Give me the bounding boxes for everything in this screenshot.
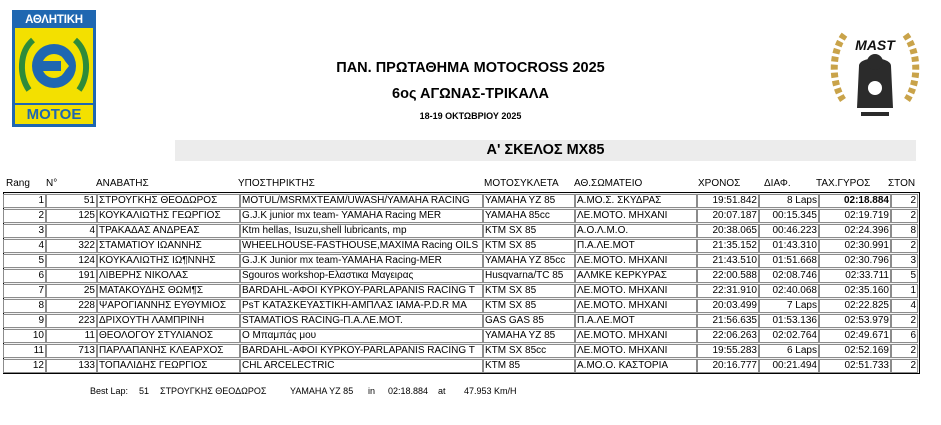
cell-sponsor: Ktm hellas, Isuzu,shell lubricants, mp: [242, 225, 407, 236]
cell-number: 133: [78, 360, 95, 371]
cell-time: 21:35.152: [712, 240, 757, 251]
cell-sponsor: Ο Μπαμπάς μου: [242, 330, 317, 341]
cell-lap: 2: [910, 360, 916, 371]
cell-rider: ΣΤΑΜΑΤΙΟΥ ΙΩΑΝΝΗΣ: [99, 240, 202, 251]
section-title: Α' ΣΚΕΛΟΣ MX85: [486, 142, 605, 158]
cell-bike: YAMAHA YZ 85cc: [485, 255, 566, 266]
cell-rider: ΜΑΤΑΚΟΥΔΗΣ ΘΩΜ¶Σ: [99, 285, 204, 296]
cell-club: ΑΛΜΚΕ ΚΕΡΚΥΡΑΣ: [577, 270, 667, 281]
cell-club: ΛΕ.ΜΟΤΟ. ΜΗΧΑΝΙ: [577, 330, 668, 341]
cell-lap: 2: [910, 240, 916, 251]
cell-number: 51: [83, 195, 95, 206]
cell-diff: 7 Laps: [786, 300, 817, 311]
cell-club: ΛΕ.ΜΟΤΟ. ΜΗΧΑΝΙ: [577, 255, 668, 266]
table-row: [3, 298, 918, 313]
cell-rider: ΘΕΟΛΟΓΟΥ ΣΤΥΛΙΑΝΟΣ: [99, 330, 214, 341]
page-title: ΠΑΝ. ΠΡΩΤΑΘΗΜΑ MOTOCROSS 2025: [336, 60, 605, 76]
cell-number: 322: [78, 240, 95, 251]
col-club: ΑΘ.ΣΩΜΑΤΕΙΟ: [574, 178, 643, 189]
cell-best-lap: 02:35.160: [844, 285, 889, 296]
cell-bike: KTM SX 85: [485, 300, 537, 311]
col-bike: ΜΟΤΟΣΥΚΛΕΤΑ: [484, 178, 559, 189]
best-lap-in: in: [368, 386, 376, 396]
cell-rider: ΛΙΒΕΡΗΣ ΝΙΚΟΛΑΣ: [99, 270, 189, 281]
cell-rider: ΤΡΑΚΑΔΑΣ ΑΝΔΡΕΑΣ: [99, 225, 200, 236]
best-lap-at: at: [438, 386, 446, 396]
cell-rider: ΣΤΡΟΥΓΚΗΣ ΘΕΟΔΩΡΟΣ: [99, 195, 218, 206]
table-header: [0, 178, 941, 192]
cell-best-lap: 02:51.733: [844, 360, 889, 371]
cell-rank: 7: [38, 285, 44, 296]
table-row: [3, 238, 918, 253]
cell-sponsor: CHL ARCELECTRIC: [242, 360, 335, 371]
table-row: [3, 253, 918, 268]
cell-diff: 02:08.746: [772, 270, 817, 281]
cell-best-lap: 02:22.825: [844, 300, 889, 311]
cell-rank: 10: [32, 330, 44, 341]
cell-rank: 12: [32, 360, 44, 371]
cell-rank: 8: [38, 300, 44, 311]
table-row: [3, 223, 918, 238]
cell-best-lap: 02:53.979: [844, 315, 889, 326]
cell-time: 20:07.187: [712, 210, 757, 221]
cell-bike: KTM SX 85: [485, 240, 537, 251]
cell-bike: KTM 85: [485, 360, 521, 371]
cell-best-lap: 02:30.991: [844, 240, 889, 251]
best-lap-time: 02:18.884: [388, 386, 429, 396]
cell-diff: 8 Laps: [786, 195, 817, 206]
mast-logo-text: MAST: [855, 37, 895, 53]
cell-diff: 01:43.310: [772, 240, 817, 251]
cell-diff: 02:40.068: [772, 285, 817, 296]
cell-club: ΛΕ.ΜΟΤΟ. ΜΗΧΑΝΙ: [577, 285, 668, 296]
cell-best-lap: 02:52.169: [844, 345, 889, 356]
cell-rank: 6: [38, 270, 44, 281]
table-row: [3, 193, 918, 208]
cell-best-lap: 02:24.396: [844, 225, 889, 236]
cell-rank: 5: [38, 255, 44, 266]
cell-best-lap: 02:49.671: [844, 330, 889, 341]
cell-number: 4: [89, 225, 95, 236]
cell-best-lap: 02:30.796: [844, 255, 889, 266]
cell-time: 20:38.065: [712, 225, 757, 236]
cell-sponsor: BARDAHL-ΑΦΟΙ ΚΥΡΚΟΥ-PARLAPANIS RACING T: [242, 345, 475, 356]
cell-club: ΛΕ.ΜΟΤΟ. ΜΗΧΑΝΙ: [577, 300, 668, 311]
cell-time: 22:00.588: [712, 270, 757, 281]
cell-lap: 2: [910, 345, 916, 356]
col-time: ΧΡΟΝΟΣ: [698, 178, 741, 189]
cell-rider: ΚΟΥΚΑΛΙΩΤΗΣ ΙΩ¶ΝΝΗΣ: [99, 255, 216, 266]
table-row: [3, 328, 918, 343]
cell-lap: 1: [910, 285, 916, 296]
cell-sponsor: BARDAHL-ΑΦΟΙ ΚΥΡΚΟΥ-PARLAPANIS RACING T: [242, 285, 475, 296]
cell-number: 713: [78, 345, 95, 356]
cell-bike: GAS GAS 85: [485, 315, 544, 326]
cell-sponsor: STAMATIOS RACING-Π.Α.ΛΕ.ΜΟΤ.: [242, 315, 403, 326]
table-row: [3, 343, 918, 358]
cell-lap: 2: [910, 210, 916, 221]
col-lap: ΣΤΟΝ: [888, 178, 916, 189]
cell-best-lap: 02:19.719: [844, 210, 889, 221]
col-number: N°: [46, 178, 58, 189]
cell-club: Α.ΜΟ.Σ. ΣΚΥΔΡΑΣ: [577, 195, 662, 206]
cell-lap: 5: [910, 270, 916, 281]
cell-club: Π.Α.ΛΕ.ΜΟΤ: [577, 315, 635, 326]
cell-rank: 3: [38, 225, 44, 236]
cell-rider: ΚΟΥΚΑΛΙΩΤΗΣ ΓΕΩΡΓΙΟΣ: [99, 210, 221, 221]
best-lap-number: 51: [139, 386, 150, 396]
col-rank: Rang: [6, 178, 30, 189]
cell-time: 21:56.635: [712, 315, 757, 326]
cell-number: 228: [78, 300, 95, 311]
cell-number: 25: [83, 285, 95, 296]
cell-rider: ΠΑΡΛΑΠΑΝΗΣ ΚΛΕΑΡΧΟΣ: [99, 345, 224, 356]
logo-top-text: ΑΘΛΗΤΙΚΗ: [15, 13, 93, 27]
cell-best-lap: 02:33.711: [845, 270, 889, 281]
cell-diff: 01:51.668: [772, 255, 817, 266]
cell-number: 11: [84, 330, 95, 341]
cell-rank: 4: [38, 240, 44, 251]
cell-sponsor: Sgouros workshop-Ελαστικα Μαγειρας: [242, 270, 414, 281]
cell-sponsor: WHEELHOUSE-FASTHOUSE,MAXIMA Racing OILS: [242, 240, 479, 251]
cell-sponsor: G.J.K Junior mx team-YAMAHA Racing-MER: [242, 255, 442, 266]
best-lap-bike: YAMAHA YZ 85: [290, 386, 354, 396]
cell-club: Π.Α.ΛΕ.ΜΟΤ: [577, 240, 635, 251]
cell-sponsor: G.J.K junior mx team- YAMAHA Racing MER: [242, 210, 442, 221]
cell-bike: KTM SX 85cc: [485, 345, 547, 356]
cell-club: Α.ΜΟ.Ο. ΚΑΣΤΟΡΙΑ: [577, 360, 669, 371]
cell-rider: ΔΡΙΧΟΥΤΗ ΛΑΜΠΡΙΝΗ: [99, 315, 205, 326]
event-dates: 18-19 ΟΚΤΩΒΡΙΟΥ 2025: [419, 111, 522, 121]
cell-sponsor: MOTUL/MSRMXTEAM/UWASH/YAMAHA RACING: [242, 195, 470, 206]
event-subtitle: 6ος ΑΓΩΝΑΣ-ΤΡΙΚΑΛΑ: [392, 86, 549, 102]
cell-club: ΛΕ.ΜΟΤΟ. ΜΗΧΑΝΙ: [577, 210, 668, 221]
cell-diff: 00:15.345: [772, 210, 817, 221]
cell-number: 191: [78, 270, 95, 281]
cell-bike: KTM SX 85: [485, 225, 537, 236]
cell-number: 124: [78, 255, 95, 266]
cell-bike: KTM SX 85: [485, 285, 537, 296]
cell-bike: Husqvarna/TC 85: [485, 270, 564, 281]
cell-bike: YAMAHA YZ 85: [485, 195, 556, 206]
cell-number: 125: [78, 210, 95, 221]
cell-lap: 3: [910, 255, 916, 266]
cell-rider: ΨΑΡΟΓΙΑΝΝΗΣ ΕΥΘΥΜΙΟΣ: [99, 300, 227, 311]
cell-number: 223: [78, 315, 95, 326]
cell-rider: ΤΟΠΑΛΙΔΗΣ ΓΕΩΡΓΙΟΣ: [99, 360, 208, 371]
cell-lap: 4: [910, 300, 916, 311]
cell-sponsor: PsT ΚΑΤΑΣΚΕΥΑΣΤΙΚΗ-ΑΜΠΛΑΣ ΙΑΜΑ-P.D.R MA: [242, 300, 467, 311]
cell-best-lap: 02:18.884: [843, 195, 889, 206]
cell-time: 22:31.910: [712, 285, 757, 296]
cell-diff: 00:46.223: [772, 225, 817, 236]
col-sponsor: ΥΠΟΣΤΗΡΙΚΤΗΣ: [238, 178, 315, 189]
cell-rank: 9: [38, 315, 44, 326]
cell-lap: 2: [910, 315, 916, 326]
cell-time: 20:16.777: [712, 360, 757, 371]
cell-bike: YAMAHA YZ 85: [485, 330, 556, 341]
logo-bottom-text: MOTOE: [15, 105, 93, 124]
cell-diff: 00:21.494: [772, 360, 817, 371]
cell-rank: 11: [33, 345, 44, 356]
best-lap-rider: ΣΤΡΟΥΓΚΗΣ ΘΕΟΔΩΡΟΣ: [160, 386, 267, 396]
cell-time: 19:51.842: [712, 195, 757, 206]
col-diff: ΔΙΑΦ.: [764, 178, 791, 189]
table-row: [3, 283, 918, 298]
col-rider: ΑΝΑΒΑΤΗΣ: [96, 178, 149, 189]
cell-lap: 8: [910, 225, 916, 236]
cell-bike: YAMAHA 85cc: [485, 210, 550, 221]
cell-diff: 6 Laps: [786, 345, 817, 356]
cell-diff: 01:53.136: [772, 315, 817, 326]
cell-rank: 1: [38, 195, 44, 206]
cell-lap: 2: [910, 195, 916, 206]
cell-time: 19:55.283: [712, 345, 757, 356]
cell-time: 22:06.263: [712, 330, 757, 341]
table-row: [3, 313, 918, 328]
table-row: [3, 268, 918, 283]
table-row: [3, 358, 918, 373]
cell-club: ΛΕ.ΜΟΤΟ. ΜΗΧΑΝΙ: [577, 345, 668, 356]
cell-rank: 2: [38, 210, 44, 221]
cell-diff: 02:02.764: [772, 330, 817, 341]
cell-lap: 6: [910, 330, 916, 341]
col-best-lap: ΤΑΧ.ΓΥΡΟΣ: [816, 178, 871, 189]
table-row: [3, 208, 918, 223]
cell-club: Α.Ο.Λ.Μ.Ο.: [577, 225, 629, 236]
cell-time: 21:43.510: [712, 255, 757, 266]
best-lap-label: Best Lap:: [90, 386, 129, 396]
best-lap-speed: 47.953 Km/H: [464, 386, 517, 396]
cell-time: 20:03.499: [712, 300, 757, 311]
